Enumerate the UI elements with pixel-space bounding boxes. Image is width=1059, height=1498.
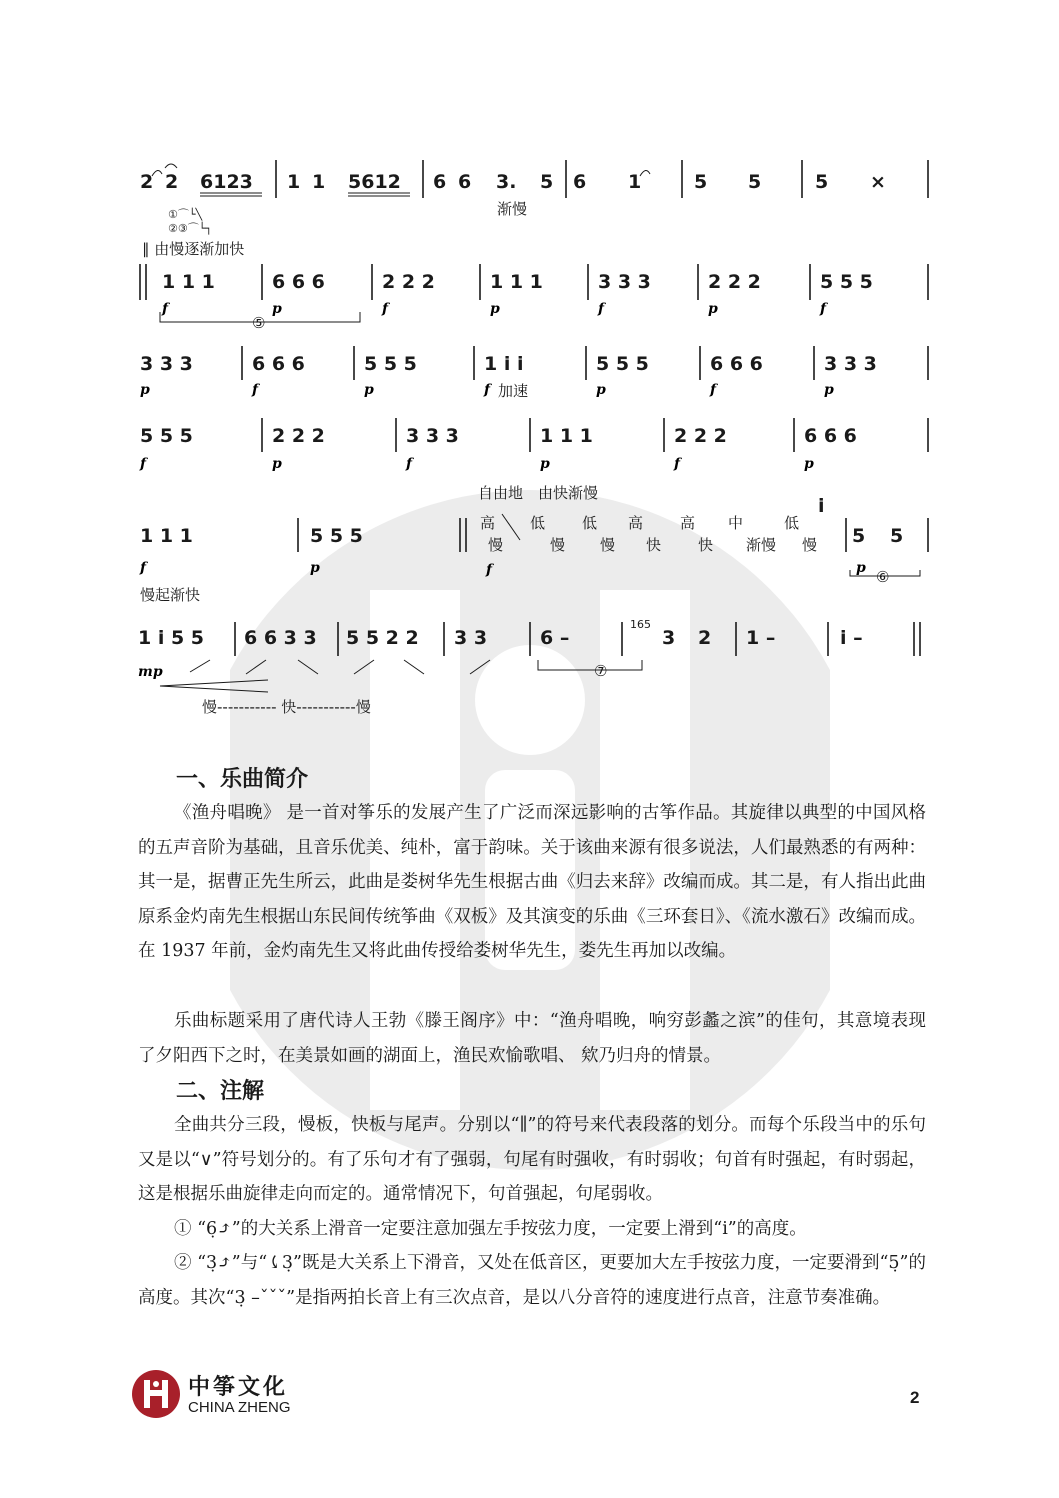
dynamic: f	[820, 301, 827, 317]
note-group: 6123	[200, 171, 253, 193]
fingering-1: ①⌒└╲	[168, 208, 203, 221]
bar-notes: 5 5 5	[364, 353, 417, 375]
note: 6	[433, 171, 447, 193]
bar-notes: 6 6 6	[272, 271, 325, 293]
dynamic: f	[140, 456, 147, 472]
free-note: 低	[784, 514, 800, 532]
bar-notes: 3 3 3	[406, 425, 459, 447]
bar-notes: 6 6 6	[252, 353, 305, 375]
bar-notes: 2 2 2	[382, 271, 435, 293]
bar-notes: 5 5 5	[140, 425, 193, 447]
tempo-label: 慢起渐快	[140, 586, 201, 604]
dynamic: p	[140, 382, 150, 398]
page-number: 2	[910, 1388, 920, 1407]
note: 5	[852, 525, 866, 547]
note-group: 1 i 5 5	[138, 627, 205, 649]
bar-notes: 6 6 6	[710, 353, 763, 375]
free-note: 慢	[488, 536, 504, 554]
bar-notes: 5 5 5	[596, 353, 649, 375]
dynamic: p	[310, 560, 320, 576]
note: 6	[458, 171, 472, 193]
intro-paragraph-2: 乐曲标题采用了唐代诗人王勃《滕王阁序》中：“渔舟唱晚，响穷彭蠡之滨”的佳句，其意境表现了夕阳西下之时，在美景如画的湖面上，渔民欢愉歌唱、 欸乃归舟的情景。	[138, 1011, 926, 1066]
note: 1	[628, 171, 642, 193]
rest-mark: ×	[870, 171, 886, 193]
bar-notes: 3 3 3	[140, 353, 193, 375]
section-mark: ∥ 由慢逐渐加快	[142, 240, 245, 258]
bar-notes: 1 1 1	[162, 271, 215, 293]
section-heading-notes: 二、注解	[176, 1078, 265, 1104]
bar-notes: 6 6 6	[804, 425, 857, 447]
note: 5	[694, 171, 708, 193]
intro-paragraph-1: 《渔舟唱晚》 是一首对筝乐的发展产生了广泛而深远影响的古筝作品。其旋律以典型的中国风格的五声音阶为基础，且音乐优美、纯朴，富于韵味。关于该曲来源有很多说法，人们最熟悉的有两种：其一是，据曹正先生所云，此曲是娄树华先生根据古曲《归去来辞》改编而成。其二是，有人指出此曲原系金灼南先生根据山东民间传统筝曲《双板》及其演变的乐曲《三环套日》、《流水激石》改编而成。在 1937 年前，金灼南先生又将此曲传授给娄树华先生，娄先生再加以改编。	[138, 803, 926, 961]
bracket-number: ⑦	[594, 662, 608, 680]
bar-notes: 1 1 1	[140, 525, 193, 547]
bar-notes: 1 1 1	[540, 425, 593, 447]
bar-notes: 2 2 2	[272, 425, 325, 447]
dynamic: f	[406, 456, 413, 472]
note: i	[818, 495, 825, 517]
bar-notes: 2 2 2	[674, 425, 727, 447]
note: 5	[748, 171, 762, 193]
bar-notes: 5 5 5	[820, 271, 873, 293]
logo-text-en: CHINA ZHENG	[188, 1399, 291, 1416]
free-note: 高	[628, 514, 644, 532]
dynamic: p	[490, 301, 500, 317]
free-note: 快	[698, 536, 714, 554]
free-note: 高	[480, 514, 496, 532]
score-row-1	[140, 160, 928, 235]
harmonic-mark: 165	[630, 618, 651, 631]
dynamic: f	[598, 301, 605, 317]
dynamic: f	[162, 301, 169, 317]
note: 6	[573, 171, 587, 193]
tempo-line: 慢----------- 快-----------慢	[202, 698, 371, 716]
dynamic: p	[540, 456, 550, 472]
dynamic: p	[824, 382, 834, 398]
score-row-3	[140, 346, 928, 400]
bar-notes: 3 3 3	[824, 353, 877, 375]
note: 3	[662, 627, 676, 649]
free-note: 快	[646, 536, 662, 554]
free-note: 低	[582, 514, 598, 532]
note-group: 6 –	[540, 627, 570, 649]
dynamic: f	[674, 456, 681, 472]
bracket-number: ⑤	[252, 314, 266, 332]
free-note: 慢	[550, 536, 566, 554]
numbered-music-score	[0, 0, 1059, 740]
logo-text-cn: 中筝文化	[188, 1375, 289, 1400]
tempo-label: 自由地 由快渐慢	[478, 484, 599, 502]
note-group: 5 5 2 2	[346, 627, 419, 649]
free-note: 慢	[600, 536, 616, 554]
free-note: 高	[680, 514, 696, 532]
note: 2	[165, 171, 179, 193]
note-group: 1 –	[746, 627, 776, 649]
tempo-mark: 渐慢	[497, 200, 528, 218]
free-note: 渐慢	[746, 536, 777, 554]
bar-notes: 2 2 2	[708, 271, 761, 293]
dynamic: mp	[138, 664, 163, 680]
note: 5	[540, 171, 554, 193]
note: 2	[698, 627, 712, 649]
dynamic: p	[804, 456, 814, 472]
dynamic: p	[708, 301, 718, 317]
note: 3.	[496, 171, 517, 193]
note: 1	[312, 171, 326, 193]
free-note: 低	[530, 514, 546, 532]
note-group: i –	[840, 627, 863, 649]
logo-icon	[130, 1368, 182, 1420]
note-item-1: ① “6̣⤴”的大关系上滑音一定要注意加强左手按弦力度，一定要上滑到“i”的高度。	[174, 1219, 807, 1239]
dynamic: p	[364, 382, 374, 398]
bar-notes: 3 3 3	[598, 271, 651, 293]
score-row-6	[138, 586, 920, 716]
note-group: 3 3	[454, 627, 488, 649]
note-item-2: ② “3̣⤴”与“⤹3̣”既是大关系上下滑音，又处在低音区，更要加大左手按弦力度，一定要滑到“5̣”的高度。其次“3̣ –ˇˇˇ”是指两拍长音上有三次点音，是以八分音符的速度进行点音，注意节奏准确。	[138, 1253, 926, 1308]
dynamic: p	[272, 301, 282, 317]
speed-mark: 加速	[498, 382, 529, 400]
dynamic: f	[382, 301, 389, 317]
note: 5	[815, 171, 829, 193]
notes-paragraph: 全曲共分三段，慢板，快板与尾声。分别以“∥”的符号来代表段落的划分。而每个乐段当中的乐句又是以“∨”符号划分的。有了乐句才有了强弱，句尾有时强收，有时弱收；句首有时强起，有时弱起，这是根据乐曲旋律走向而定的。通常情况下，句首强起，句尾弱收。	[138, 1115, 926, 1204]
section-heading-intro: 一、乐曲简介	[176, 766, 309, 792]
score-row-5	[139, 484, 928, 586]
dynamic: p	[596, 382, 606, 398]
note: 1	[287, 171, 301, 193]
dynamic: f	[484, 382, 491, 398]
dynamic: f	[710, 382, 717, 398]
note-group: 5612	[348, 171, 401, 193]
dynamic: f	[140, 560, 147, 576]
bar-notes: 1 i i	[484, 353, 524, 375]
score-row-2	[140, 240, 928, 332]
note: 2	[140, 171, 154, 193]
dynamic: f	[486, 562, 493, 578]
note: 5	[890, 525, 904, 547]
dynamic: p	[272, 456, 282, 472]
dynamic: p	[856, 560, 866, 576]
bar-notes: 1 1 1	[490, 271, 543, 293]
bar-notes: 5 5 5	[310, 525, 363, 547]
score-row-4	[139, 418, 928, 472]
note-group: 6 6 3 3	[244, 627, 317, 649]
free-note: 中	[728, 514, 744, 532]
bracket-number: ⑥	[876, 568, 890, 586]
dynamic: f	[252, 382, 259, 398]
fingering-2: ②③⌒└┐	[168, 222, 212, 235]
free-note: 慢	[802, 536, 818, 554]
